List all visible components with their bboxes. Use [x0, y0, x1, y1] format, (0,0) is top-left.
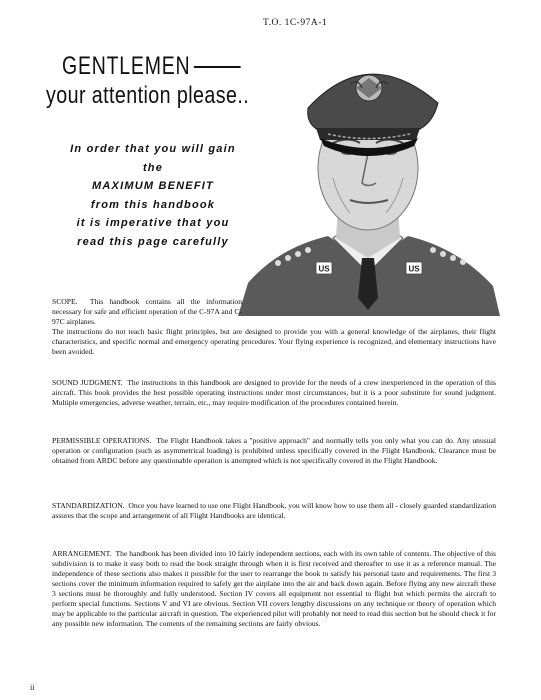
- section-label: ARRANGEMENT.: [52, 549, 112, 558]
- section-label: PERMISSIBLE OPERATIONS.: [52, 436, 152, 445]
- document-number: T.O. 1C-97A-1: [263, 18, 328, 28]
- section-sound-judgment: [52, 378, 496, 408]
- page-number: ii: [30, 683, 35, 692]
- headline-underline: [194, 66, 241, 68]
- intro-line: the: [142, 161, 164, 174]
- section-arrangement: [52, 549, 496, 629]
- headline-attention: your attention please..: [46, 82, 250, 109]
- section-label: STANDARDIZATION.: [52, 501, 125, 510]
- headline-line1: GENTLEMEN: [62, 52, 191, 80]
- intro-line: MAXIMUM BENEFIT: [92, 180, 214, 192]
- intro-line: from this handbook: [90, 198, 216, 211]
- collar-badge-left-text: US: [318, 264, 330, 274]
- section-label: SOUND JUDGMENT.: [52, 378, 123, 387]
- section-text: The Flight Handbook takes a "positive approach" and normally tells you only what you can do. Any unusual operation or configuration (such as asymmetrical loading) is prohibited unless specifically covered in the Flight Handbook. Clearance must be obtained from ARDC before any questionable operation is attempted which is not specifically covered in the Flight Handbook.: [52, 436, 496, 465]
- collar-badge-right-text: US: [408, 264, 420, 274]
- section-permissible-operations: [52, 436, 496, 466]
- intro-line: read this page carefully: [77, 235, 229, 248]
- officer-portrait-image: [238, 48, 500, 316]
- section-text: The handbook has been divided into 10 fairly independent sections, each with its own table of contents. The objective of this subdivision is to make it easy both to read the book straight through when it is first received and thereafter to use it as a reference manual. The independence of these sections also makes it possible for the user to rearrange the book to satisfy his personal taste and requirements. The first 3 sections cover the minimum information required to safely get the airplane into the air and back down again. Before flying any new aircraft these 3 sections must be thoroughly and fully understood. Section IV covers all equipment not essential to flight but which permits the aircraft to perform special functions. Sections V and VI are obvious. Section VII covers lengthy discussions on any technique or theory of operation which may be applicable to the particular aircraft in question. The experienced pilot will probably not need to read this section but he should check it for any possible new information. The contents of the remaining sections are fairly obvious.: [52, 549, 497, 628]
- section-standardization: [52, 501, 496, 521]
- section-scope: [52, 297, 496, 357]
- section-text: The instructions do not teach basic flight principles, but are designed to provide you with a general knowledge of the airplanes, their flight characteristics, and specific normal and emergency operating procedures. Your flying experience is recognized, and elementary instructions have been avoided.: [52, 327, 496, 356]
- intro-line: In order that you will gain: [70, 143, 236, 155]
- intro-message: [38, 140, 268, 251]
- section-label: SCOPE.: [52, 297, 78, 306]
- section-text: Once you have learned to use one Flight Handbook, you will know how to use them all - closely guarded standardization assures that the scope and arrangement of all Flight Handbooks are identical.: [52, 501, 497, 520]
- intro-line: it is imperative that you: [76, 217, 230, 229]
- headline-gentlemen: [62, 52, 240, 81]
- section-text-narrow: This handbook contains all the information necessary for safe and efficient operation of the C-97A and C-97C airplanes.: [52, 297, 242, 326]
- section-text: The instructions in this handbook are designed to provide for the needs of a crew inexperienced in the operation of this aircraft. This book provides the best possible operating instructions under most circumstances, but it is a poor substitute for sound judgment. Multiple emergencies, adverse weather, terrain, etc., may require modification of the procedures contained herein.: [52, 378, 497, 407]
